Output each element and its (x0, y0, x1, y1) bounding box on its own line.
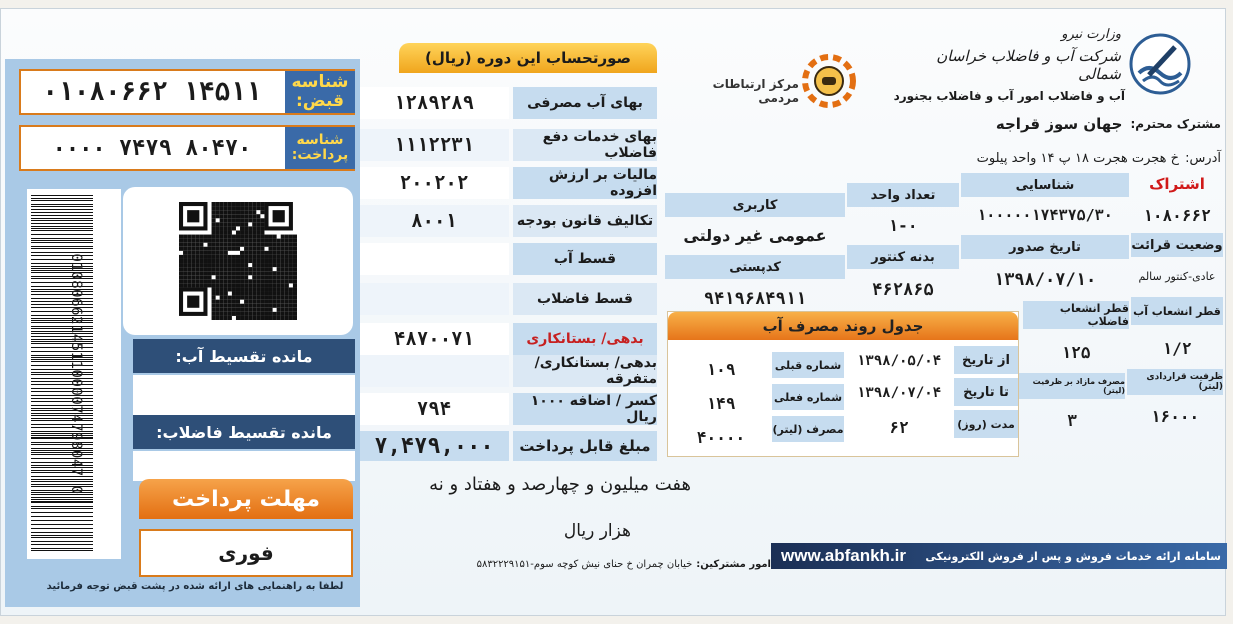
charge-row-value: ۷۹۴ (359, 393, 509, 425)
address-value: خ هجرت هجرت ۱۸ پ ۱۴ واحد پیلوت (976, 150, 1180, 166)
sewage-diameter-value: ۱۲۵ (1061, 342, 1091, 362)
sewage-installment-label: مانده تقسیط فاضلاب: (133, 415, 355, 449)
id-header: شناسایی (961, 173, 1129, 197)
usage-liters-label: مصرف (لیتر) (772, 416, 844, 442)
payment-id-value: ۰۰۰۰ ۷۴۷۹ ۸۰۴۷۰ (52, 135, 252, 161)
issue-date-value: ۱۳۹۸/۰۷/۱۰ (993, 270, 1097, 290)
meter-body-header: بدنه کنتور (847, 245, 959, 269)
prev-reading-value: ۱۰۹ (706, 359, 736, 379)
barcode-text: 0108066214511000074798047 0 (68, 253, 84, 495)
water-installment-label: مانده تقسیط آب: (133, 339, 355, 373)
reading-status-header: وضعیت قرائت (1131, 233, 1223, 257)
bill-id-box (19, 69, 355, 115)
service-text: سامانه ارائه خدمات فروش و پس از فروش الکترونیکی (925, 549, 1221, 563)
office-address-row (421, 559, 771, 570)
payment-panel (5, 59, 360, 607)
payment-id-box (19, 125, 355, 171)
amount-words-line2: هزار ریال (563, 521, 631, 541)
charge-row-label: بهای خدمات دفع فاضلاب (513, 129, 657, 161)
subscriber-row (791, 113, 1221, 135)
excess-value: ۳ (1067, 410, 1077, 430)
from-date-value: ۱۳۹۸/۰۵/۰۴ (856, 353, 942, 369)
website-link[interactable]: www.abfankh.ir (781, 546, 907, 565)
to-date-label: تا تاریخ (954, 378, 1018, 406)
curr-reading-label: شماره فعلی (772, 384, 844, 410)
subscription-title: اشتراک (1149, 175, 1205, 193)
usage-value: عمومی غیر دولتی (683, 225, 827, 245)
subscriber-name: جهان سوز قراجه (995, 115, 1123, 133)
days-label: مدت (روز) (954, 410, 1018, 438)
excess-header: مصرف مازاد بر ظرفیت (لیتر) (1019, 373, 1125, 399)
charge-row-value: ۲۰۰۲۰۲ (359, 167, 509, 199)
water-bill (0, 8, 1226, 616)
units-header: تعداد واحد (847, 183, 959, 207)
charge-row-label: کسر / اضافه ۱۰۰۰ ریال (513, 393, 657, 425)
charge-row-label: بدهی/ بستانکاری (513, 323, 657, 355)
charge-row-label: مالیات بر ارزش افزوده (513, 167, 657, 199)
charge-row-value: ۱۲۸۹۲۸۹ (359, 87, 509, 119)
subscription-number: ۱۰۸۰۶۶۲ (1143, 205, 1211, 225)
bill-id-value: ۰۱۰۸۰۶۶۲ ۱۴۵۱۱ (42, 77, 262, 107)
address-label: آدرس: (1185, 150, 1221, 166)
qr-code (123, 187, 353, 335)
sewage-installment-value (133, 451, 355, 481)
from-date-label: از تاریخ (954, 346, 1018, 374)
sewage-diameter-header: قطر انشعاب فاضلاب (1023, 301, 1129, 329)
bill-id-label: شناسه قبض: (285, 71, 355, 113)
charges-title: صورتحساب این دوره (ریال) (399, 43, 657, 73)
issue-date-header: تاریخ صدور (961, 235, 1129, 259)
total-label: مبلغ قابل پرداخت (513, 431, 657, 461)
charge-row-value: ۱۱۱۲۲۳۱ (359, 129, 509, 161)
office-address: خیابان چمران خ حنای نیش کوچه سوم-۵۸۳۲۲۲۹۱۵۱ (476, 559, 693, 570)
charge-row-value (359, 355, 509, 387)
consumption-table (667, 311, 1019, 457)
contact-center-label: مرکز ارتباطات مردمی (712, 77, 799, 105)
company-logo (1129, 33, 1191, 95)
office-name: آب و فاضلاب امور آب و فاضلاب بجنورد (893, 89, 1125, 103)
guide-note: لطفا به راهنمایی های ارائه شده در پشت قبض توجه فرمائید (46, 581, 344, 592)
charge-row-label: قسط آب (513, 243, 657, 275)
charge-row-value: ۸۰۰۱ (359, 205, 509, 237)
charges-section (353, 43, 657, 463)
to-date-value: ۱۳۹۸/۰۷/۰۴ (856, 385, 942, 401)
charge-row-value: ۴۸۷۰۰۷۱ (359, 323, 509, 355)
address-row (861, 147, 1221, 169)
curr-reading-value: ۱۴۹ (706, 393, 736, 413)
phone-icon (801, 53, 857, 109)
reading-status-value: عادی-کنتور سالم (1138, 269, 1216, 283)
company-name: شرکت آب و فاضلاب خراسان شمالی (936, 47, 1121, 83)
usage-liters-value: ۴۰۰۰۰ (696, 427, 746, 447)
consumption-title: جدول روند مصرف آب (668, 312, 1018, 340)
barcode (27, 189, 121, 559)
capacity-value: ۱۶۰۰۰ (1150, 406, 1200, 426)
prev-reading-label: شماره قبلی (772, 352, 844, 378)
service-banner (771, 543, 1227, 569)
charge-row-label: قسط فاضلاب (513, 283, 657, 315)
capacity-header: ظرفیت قراردادی (لیتر) (1127, 369, 1223, 395)
water-diameter-header: قطر انشعاب آب (1131, 297, 1223, 325)
id-value: ۱۰۰۰۰۰۱۷۴۳۷۵/۳۰ (977, 206, 1113, 224)
charge-row-value (359, 243, 509, 275)
charge-row-value (359, 283, 509, 315)
usage-header: کاربری (665, 193, 845, 217)
total-value: ۷,۴۷۹,۰۰۰ (359, 431, 509, 461)
charge-row-label: بهای آب مصرفی (513, 87, 657, 119)
amount-words-line1: هفت میلیون و چهارصد و هفتاد و نه (429, 474, 691, 495)
subscription-grid (661, 171, 1223, 311)
units-value: ۱-۰ (888, 215, 918, 235)
ministry-name: وزارت نیرو (1061, 27, 1121, 42)
water-diameter-value: ۱/۲ (1162, 338, 1192, 358)
meter-body-value: ۴۶۲۸۶۵ (872, 280, 934, 300)
payment-id-label: شناسه پرداخت: (285, 127, 355, 169)
postal-code-value: ۹۴۱۹۶۸۴۹۱۱ (703, 289, 807, 309)
days-value: ۶۲ (889, 417, 909, 437)
charge-row-label: تکالیف قانون بودجه (513, 205, 657, 237)
subscriber-label: مشترک محترم: (1130, 117, 1221, 131)
office-address-label: امور مشترکین: (696, 559, 771, 570)
charge-row-label: بدهی/ بستانکاری/ متفرقه (513, 355, 657, 387)
postal-code-header: کدپستی (665, 255, 845, 279)
water-installment-value (133, 375, 355, 415)
deadline-value: فوری (139, 529, 353, 577)
deadline-label: مهلت پرداخت (139, 479, 353, 519)
